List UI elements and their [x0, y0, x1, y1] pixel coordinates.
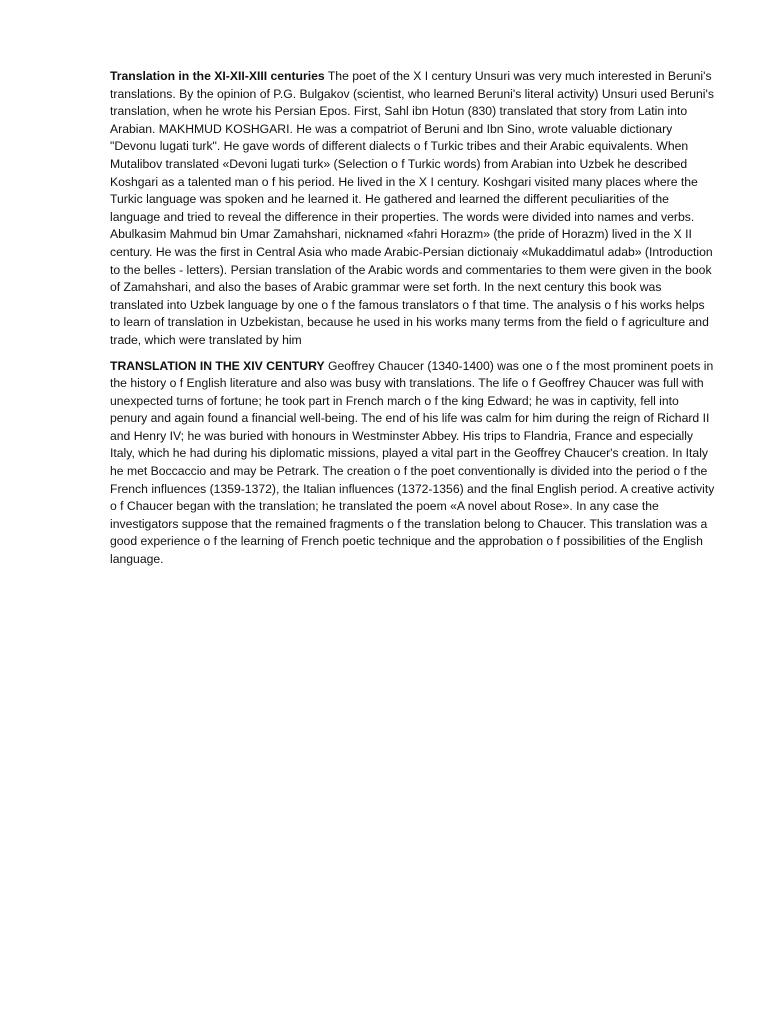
- section-paragraph-xi-xiii: [110, 68, 716, 350]
- section-body-xiv: Geoffrey Chaucer (1340-1400) was one o f the most prominent poets in the history o f English literature and also was busy with translations. The life o f Geoffrey Chaucer was full with unexpected turns of fortune; he took part in French march o f the king Edward; he was in captivity, fell into penury and again found a financial well-being. The end of his life was calm for him during the reign of Richard II and Henry IV; he was buried with honours in Westminster Abbey. His trips to Flandria, France and especially Italy, which he had during his diplomatic missions, played a vital part in the Geoffrey Chaucer's creation. In Italy he met Boccaccio and may be Petrark. The creation o f the poet conventionally is divided into the period o f the French influences (1359-1372), the Italian influences (1372-1356) and the final English period. A creative activity o f Chaucer began with the translation; he translated the poem «A novel about Rose». In any case the investigators suppose that the remained fragments o f the translation belong to Chaucer. This translation was a good experience o f the learning of French poetic technique and the approbation o f possibilities of the English language.: [110, 358, 715, 567]
- section-heading-xi-xiii: Translation in the XI-XII-XIII centuries: [110, 69, 325, 83]
- section-paragraph-xiv: [110, 358, 716, 569]
- section-body-xi-xiii: The poet of the X I century Unsuri was very much interested in Beruni's translations. By the opinion of P.G. Bulgakov (scientist, who learned Beruni's literal activity) Unsuri used Beruni's translation, when he wrote his Persian Epos. First, Sahl ibn Hotun (830) translated that story from Latin into Arabian. MAKHMUD KOSHGARI. He was a compatriot of Beruni and Ibn Sino, wrote valuable dictionary "Devonu lugati turk". He gave words of different dialects o f Turkic tribes and their Arabic equivalents. When Mutalibov translated «Devoni lugati turk» (Selection o f Turkic words) from Arabian into Uzbek he described Koshgari as a talented man o f his period. He lived in the X I century. Koshgari visited many places where the Turkic language was spoken and he learned it. He gathered and learned the different peculiarities of the language and tried to reveal the difference in their properties. The words were divided into names and verbs. Abulkasim Mahmud bin Umar Zamahshari, nicknamed «fahri Horazm» (the pride of Horazm) lived in the X II century. He was the first in Central Asia who made Arabic-Persian dictionaiy «Mukaddimatul adab» (Introduction to the belles - letters). Persian translation of the Arabic words and commentaries to them were given in the book of Zamahshari, and also the bases of Arabic grammar were set forth. In the next century this book was translated into Uzbek language by one o f the famous translators o f that time. The analysis o f his works helps to learn of translation in Uzbekistan, because he used in his works many terms from the field o f agriculture and trade, which were translated by him: [110, 69, 714, 347]
- document-page: [110, 68, 716, 577]
- section-heading-xiv: TRANSLATION IN THE XIV CENTURY: [110, 358, 325, 373]
